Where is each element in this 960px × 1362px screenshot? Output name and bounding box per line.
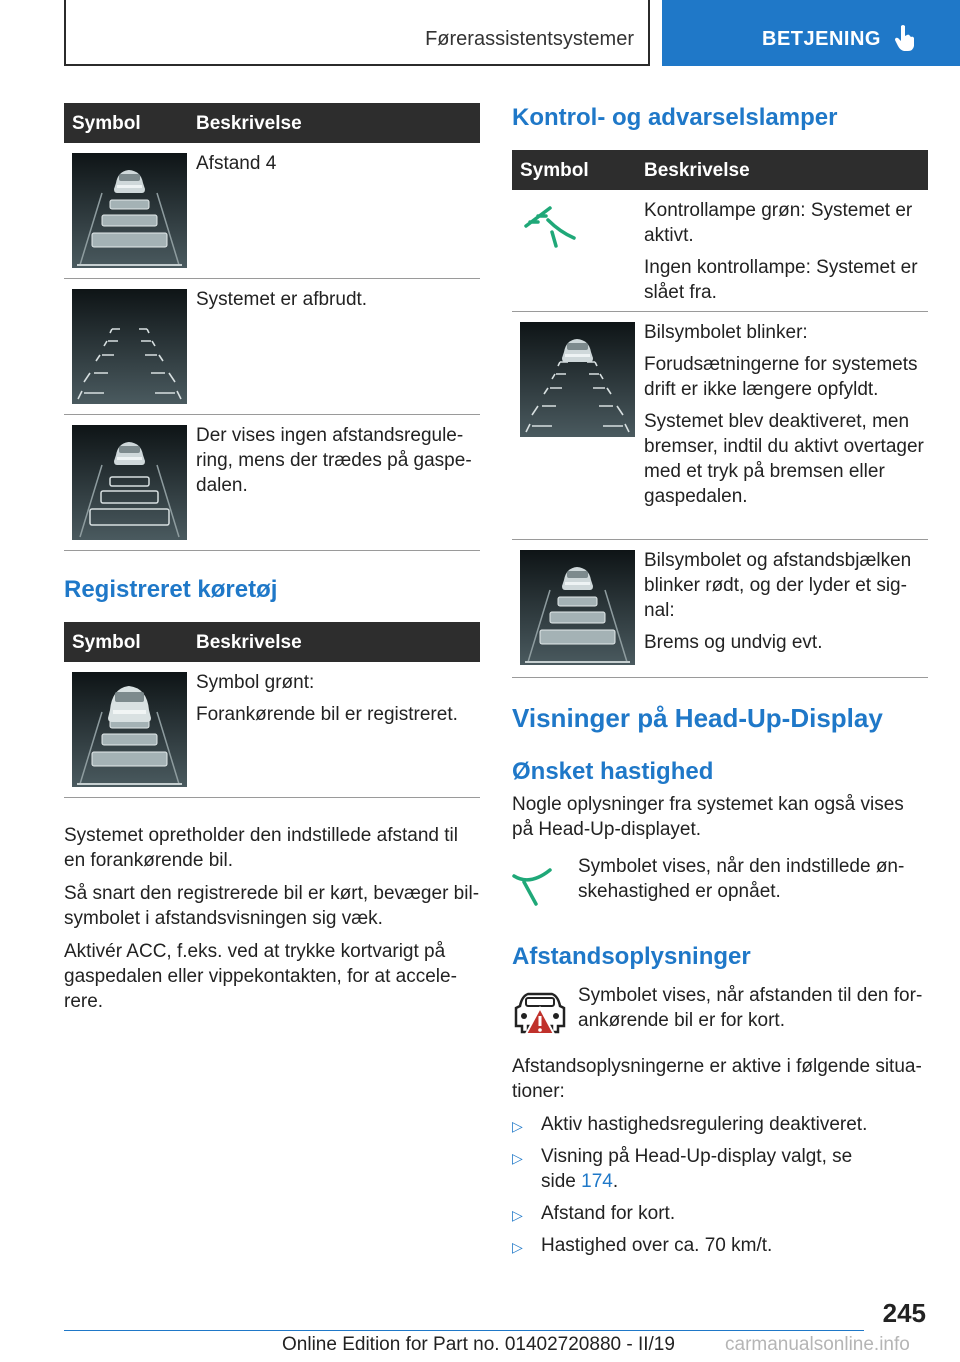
distance-table: [64, 103, 480, 551]
heading-hud: Visninger på Head-Up-Display: [512, 703, 883, 733]
triangle-bullet-icon: ▷: [512, 1239, 523, 1255]
triangle-bullet-icon: ▷: [512, 1118, 523, 1134]
table-row: [64, 415, 480, 551]
heading-desired-speed: Ønsket hastighed: [512, 758, 714, 785]
col-symbol: Symbol: [520, 160, 589, 181]
footer-edition: Online Edition for Part no. 01402720880 - II/19: [282, 1334, 675, 1355]
watermark: carmanualsonline.info: [725, 1334, 910, 1355]
row-text: Systemet er afbrudt.: [196, 289, 368, 310]
row-text: Bilsymbolet og afstandsbjælken blinker rødt, og der lyder et signal:: [644, 550, 912, 621]
distance-bars-4-icon: [72, 153, 187, 268]
heading-registered-vehicle: Registreret køretøj: [64, 576, 278, 603]
table-row: [64, 662, 480, 798]
distance-warning-car-icon: [512, 990, 568, 1038]
vehicle-detected-green-icon: [72, 672, 187, 787]
heading-control-lamps: Kontrol- og advarselslamper: [512, 104, 838, 131]
section-title: BETJENING: [762, 28, 881, 50]
table-row: [512, 540, 928, 678]
table-header: [64, 622, 480, 662]
distance-interrupted-icon: [72, 289, 187, 404]
footer-divider: [64, 1330, 864, 1331]
desired-speed-intro: Nogle oplysninger fra systemet kan også vises på Head-Up-displayet.: [512, 794, 904, 840]
acc-control-lamp-green-icon: [520, 202, 578, 252]
table-row: [512, 312, 928, 540]
paragraph: Systemet opretholder den indstillede afstand til en forankørende bil.: [64, 825, 458, 871]
triangle-bullet-icon: ▷: [512, 1207, 523, 1223]
table-header: [512, 150, 928, 190]
distance-info-symbol-text: Symbolet vises, når afstanden til den forankørende bil er for kort.: [578, 985, 923, 1031]
row-text: Brems og undvig evt.: [644, 632, 823, 653]
heading-distance-info: Afstandsoplysninger: [512, 943, 751, 970]
registered-vehicle-table: [64, 622, 480, 798]
section-tab: [662, 0, 960, 66]
list-item-text: Visning på Head-Up-display valgt, se side: [541, 1146, 853, 1192]
list-item-suffix: .: [612, 1171, 619, 1192]
row-text: Systemet blev deaktiveret, men bremser, indtil du aktivt overtager med et tryk på bremsen eller gaspedalen.: [644, 411, 924, 507]
row-text: Afstand 4: [196, 153, 277, 174]
row-text: Der vises ingen afstandsregulering, mens der trædes på gaspedalen.: [196, 425, 472, 496]
paragraph: Aktivér ACC, f.eks. ved at trykke kortvarigt på gaspedalen eller vippekontakten, for at accelerere.: [64, 941, 457, 1012]
distance-info-intro: Afstandsoplysningerne er aktive i følgende situationer:: [512, 1056, 922, 1102]
table-header: [64, 103, 480, 143]
distance-no-control-icon: [72, 425, 187, 540]
chapter-title: Førerassistentsystemer: [425, 28, 634, 50]
row-text: Ingen kontrollampe: Systemet er slået fra.: [644, 257, 918, 303]
desired-speed-icon: [512, 862, 552, 908]
triangle-bullet-icon: ▷: [512, 1150, 523, 1166]
desired-speed-symbol-text: Symbolet vises, når den indstillede ønskehastighed er opnået.: [578, 856, 905, 902]
table-row: [64, 279, 480, 415]
list-item-text: Aktiv hastighedsregulering deaktiveret.: [541, 1114, 868, 1135]
row-text: Bilsymbolet blinker:: [644, 322, 808, 343]
header-box: [64, 0, 650, 66]
vehicle-distance-red-icon: [520, 550, 635, 665]
col-description: Beskrivelse: [196, 113, 302, 134]
col-description: Beskrivelse: [644, 160, 750, 181]
col-symbol: Symbol: [72, 113, 141, 134]
row-text: Kontrollampe grøn: Systemet er aktivt.: [644, 200, 913, 246]
control-lamps-table: [512, 150, 928, 678]
paragraph: Så snart den registrerede bil er kørt, bevæger bilsymbolet i afstandsvisningen sig væk.: [64, 883, 480, 929]
list-item-text: Hastighed over ca. 70 km/t.: [541, 1235, 773, 1256]
table-row: [512, 190, 928, 312]
row-text: Forudsætningerne for systemets drift er ikke længere opfyldt.: [644, 354, 918, 400]
page-link[interactable]: 174: [581, 1171, 613, 1192]
row-text: Forankørende bil er registreret.: [196, 704, 458, 725]
table-row: [64, 143, 480, 279]
registered-vehicle-text: [64, 823, 480, 1022]
col-symbol: Symbol: [72, 632, 141, 653]
page-number: 245: [882, 1298, 926, 1328]
hand-pointer-icon: [894, 24, 916, 52]
col-description: Beskrivelse: [196, 632, 302, 653]
list-item-text: Afstand for kort.: [541, 1203, 676, 1224]
vehicle-symbol-blinking-icon: [520, 322, 635, 437]
row-text: Symbol grønt:: [196, 672, 315, 693]
